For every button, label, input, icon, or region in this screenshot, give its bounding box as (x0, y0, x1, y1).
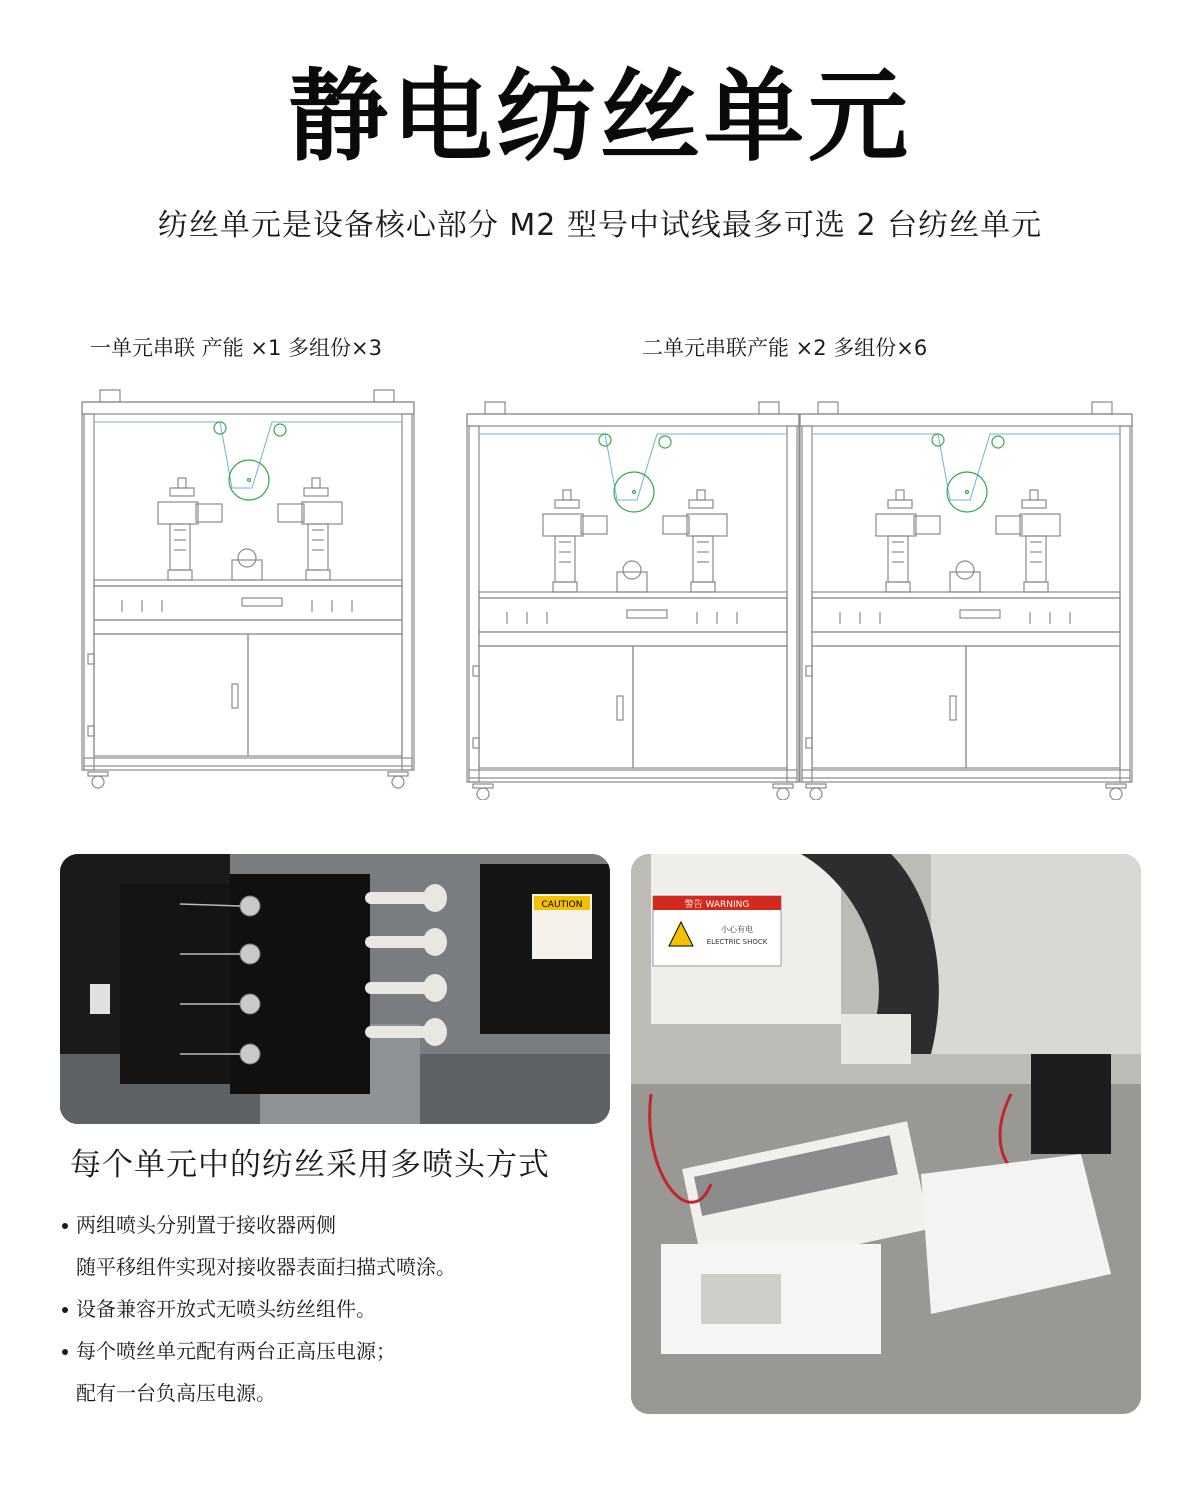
warning-label: 警告 WARNING (684, 900, 750, 910)
warning-sub2: ELECTRIC SHOCK (706, 938, 768, 946)
list-item: 配有一台负高压电源。 (76, 1381, 276, 1405)
caution-label: CAUTION (541, 900, 583, 910)
nozzle-photo (60, 854, 610, 1124)
single-unit-drawing (82, 390, 414, 788)
page-subtitle: 纺丝单元是设备核心部分 M2 型号中试线最多可选 2 台纺丝单元 (157, 208, 1043, 243)
machine-drawings (0, 380, 1200, 800)
double-unit-caption: 二单元串联产能 ×2 多组份×6 (642, 336, 928, 360)
warning-sub: 小心有电 (721, 925, 753, 934)
list-item: 两组喷头分别置于接收器两侧 (60, 1208, 620, 1250)
single-unit-caption: 一单元串联 产能 ×1 多组份×3 (90, 336, 382, 360)
feature-list (60, 1208, 620, 1418)
unit-interior-photo (631, 854, 1141, 1414)
double-unit-drawing-right (800, 402, 1132, 800)
page-title: 静电纺丝单元 (288, 58, 912, 175)
list-item: 随平移组件实现对接收器表面扫描式喷涂。 (76, 1255, 456, 1279)
double-unit-drawing-left (467, 402, 799, 800)
list-item: 设备兼容开放式无喷头纺丝组件。 (60, 1292, 620, 1334)
section-heading: 每个单元中的纺丝采用多喷头方式 (70, 1147, 550, 1183)
list-item: 每个喷丝单元配有两台正高压电源； (60, 1334, 620, 1376)
